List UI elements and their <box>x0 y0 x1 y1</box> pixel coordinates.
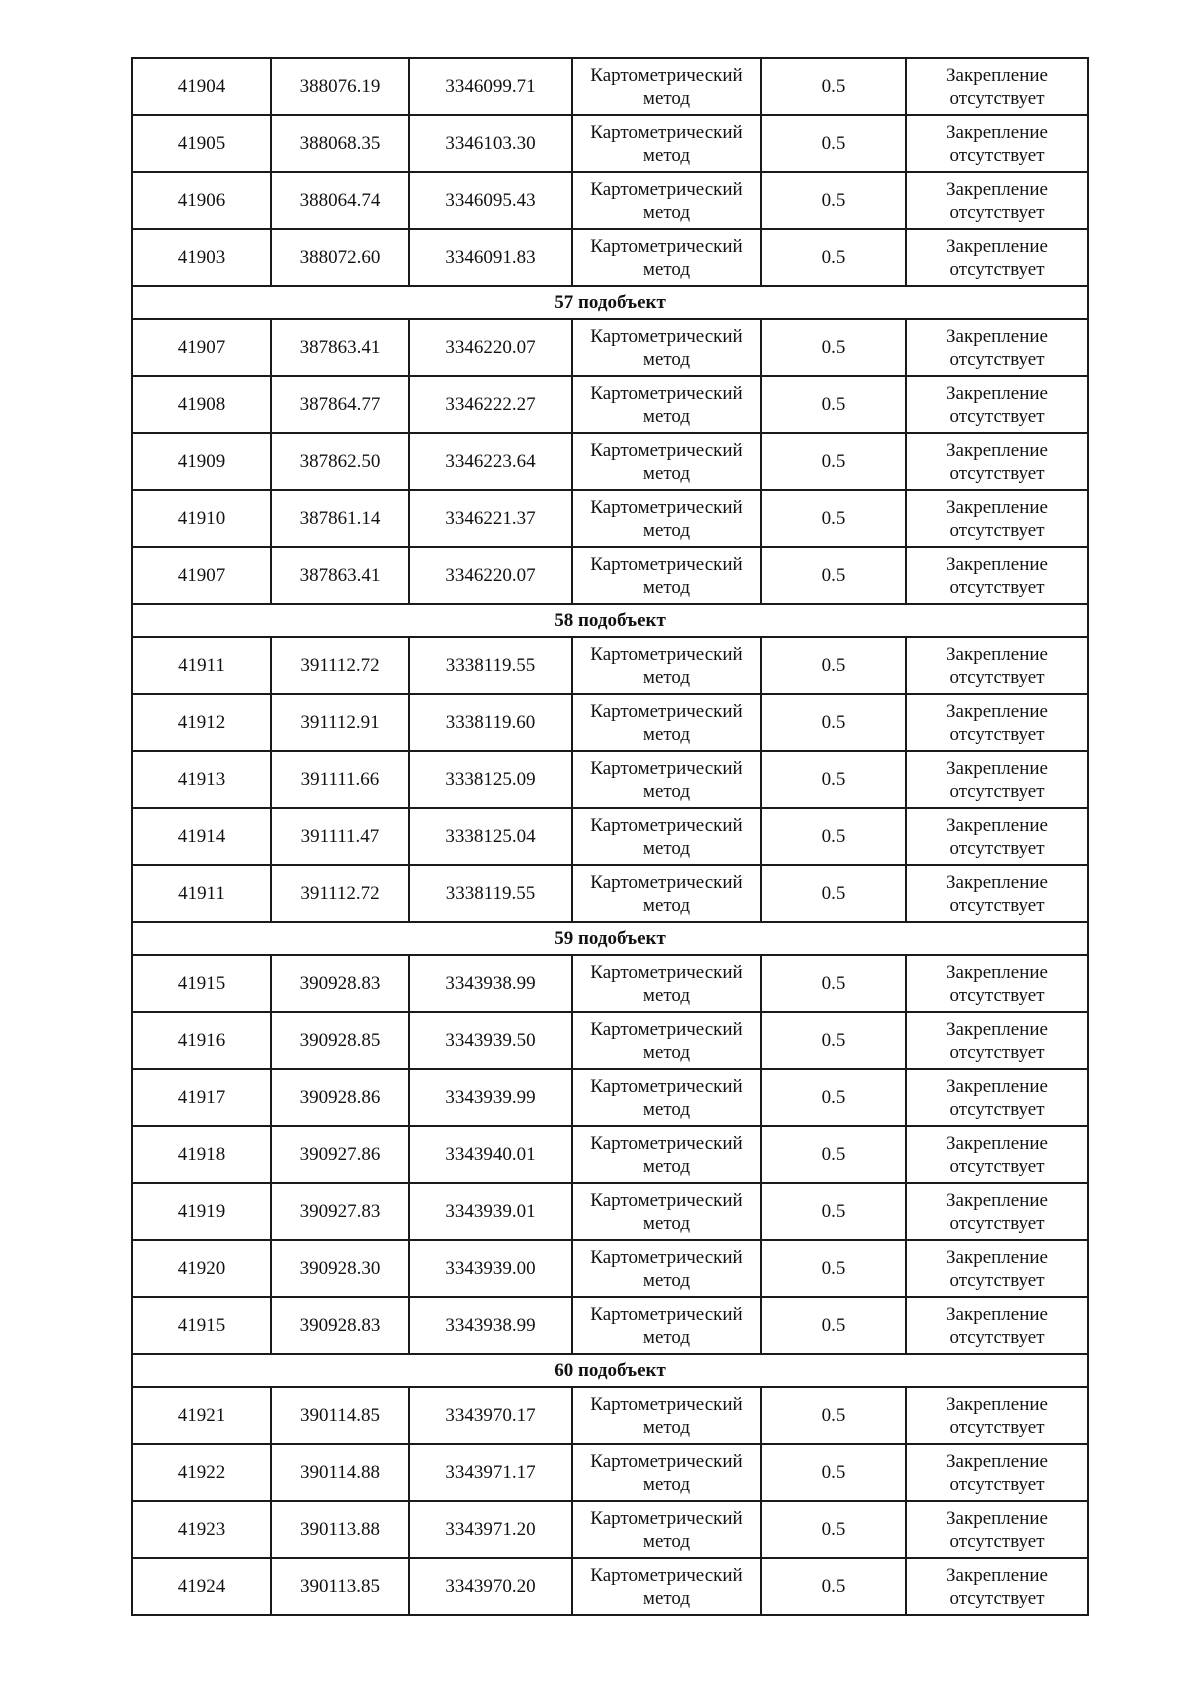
fixing-description-cell: Закрепление отсутствует <box>906 751 1088 808</box>
coordinate-y-cell: 3338119.55 <box>409 865 572 922</box>
coordinate-x-cell: 390928.86 <box>271 1069 409 1126</box>
point-number-cell: 41911 <box>132 865 271 922</box>
accuracy-cell: 0.5 <box>761 319 906 376</box>
accuracy-cell: 0.5 <box>761 1240 906 1297</box>
accuracy-cell: 0.5 <box>761 58 906 115</box>
coordinate-x-cell: 391112.72 <box>271 637 409 694</box>
table-row <box>132 172 1088 229</box>
table-row <box>132 1012 1088 1069</box>
coordinates-table-body <box>132 58 1088 1615</box>
table-row <box>132 865 1088 922</box>
coordinate-y-cell: 3343970.20 <box>409 1558 572 1615</box>
fixing-description-cell: Закрепление отсутствует <box>906 1387 1088 1444</box>
determination-method-cell: Картометрический метод <box>572 637 761 694</box>
accuracy-cell: 0.5 <box>761 547 906 604</box>
fixing-description-cell: Закрепление отсутствует <box>906 955 1088 1012</box>
accuracy-cell: 0.5 <box>761 1126 906 1183</box>
accuracy-cell: 0.5 <box>761 1387 906 1444</box>
table-row <box>132 1126 1088 1183</box>
accuracy-cell: 0.5 <box>761 1444 906 1501</box>
determination-method-cell: Картометрический метод <box>572 808 761 865</box>
determination-method-cell: Картометрический метод <box>572 229 761 286</box>
coordinate-y-cell: 3343938.99 <box>409 955 572 1012</box>
accuracy-cell: 0.5 <box>761 1069 906 1126</box>
determination-method-cell: Картометрический метод <box>572 1558 761 1615</box>
table-row <box>132 229 1088 286</box>
determination-method-cell: Картометрический метод <box>572 1297 761 1354</box>
fixing-description-cell: Закрепление отсутствует <box>906 1126 1088 1183</box>
point-number-cell: 41908 <box>132 376 271 433</box>
fixing-description-cell: Закрепление отсутствует <box>906 115 1088 172</box>
determination-method-cell: Картометрический метод <box>572 1183 761 1240</box>
coordinate-x-cell: 391112.72 <box>271 865 409 922</box>
determination-method-cell: Картометрический метод <box>572 376 761 433</box>
table-row <box>132 319 1088 376</box>
point-number-cell: 41903 <box>132 229 271 286</box>
coordinate-y-cell: 3346095.43 <box>409 172 572 229</box>
coordinate-x-cell: 390927.86 <box>271 1126 409 1183</box>
accuracy-cell: 0.5 <box>761 1501 906 1558</box>
table-row <box>132 1297 1088 1354</box>
fixing-description-cell: Закрепление отсутствует <box>906 1069 1088 1126</box>
table-row <box>132 433 1088 490</box>
determination-method-cell: Картометрический метод <box>572 694 761 751</box>
coordinate-x-cell: 391112.91 <box>271 694 409 751</box>
coordinate-y-cell: 3343971.20 <box>409 1501 572 1558</box>
coordinate-x-cell: 388072.60 <box>271 229 409 286</box>
table-row <box>132 751 1088 808</box>
coordinate-y-cell: 3338125.04 <box>409 808 572 865</box>
point-number-cell: 41905 <box>132 115 271 172</box>
determination-method-cell: Картометрический метод <box>572 1126 761 1183</box>
fixing-description-cell: Закрепление отсутствует <box>906 808 1088 865</box>
coordinate-y-cell: 3338119.60 <box>409 694 572 751</box>
accuracy-cell: 0.5 <box>761 490 906 547</box>
fixing-description-cell: Закрепление отсутствует <box>906 1012 1088 1069</box>
table-row <box>132 1558 1088 1615</box>
determination-method-cell: Картометрический метод <box>572 172 761 229</box>
table-row <box>132 1387 1088 1444</box>
coordinate-y-cell: 3338119.55 <box>409 637 572 694</box>
point-number-cell: 41904 <box>132 58 271 115</box>
coordinate-x-cell: 387862.50 <box>271 433 409 490</box>
fixing-description-cell: Закрепление отсутствует <box>906 1240 1088 1297</box>
accuracy-cell: 0.5 <box>761 1183 906 1240</box>
fixing-description-cell: Закрепление отсутствует <box>906 58 1088 115</box>
determination-method-cell: Картометрический метод <box>572 1240 761 1297</box>
accuracy-cell: 0.5 <box>761 694 906 751</box>
fixing-description-cell: Закрепление отсутствует <box>906 229 1088 286</box>
point-number-cell: 41911 <box>132 637 271 694</box>
coordinate-y-cell: 3346220.07 <box>409 547 572 604</box>
table-row <box>132 547 1088 604</box>
coordinate-x-cell: 388064.74 <box>271 172 409 229</box>
table-row <box>132 1069 1088 1126</box>
fixing-description-cell: Закрепление отсутствует <box>906 1501 1088 1558</box>
point-number-cell: 41907 <box>132 547 271 604</box>
fixing-description-cell: Закрепление отсутствует <box>906 172 1088 229</box>
fixing-description-cell: Закрепление отсутствует <box>906 376 1088 433</box>
section-title: 58 подобъект <box>132 604 1088 637</box>
point-number-cell: 41914 <box>132 808 271 865</box>
table-row <box>132 1240 1088 1297</box>
coordinate-x-cell: 390927.83 <box>271 1183 409 1240</box>
coordinate-x-cell: 387863.41 <box>271 547 409 604</box>
coordinate-x-cell: 391111.66 <box>271 751 409 808</box>
coordinate-y-cell: 3346099.71 <box>409 58 572 115</box>
accuracy-cell: 0.5 <box>761 1297 906 1354</box>
table-row <box>132 637 1088 694</box>
fixing-description-cell: Закрепление отсутствует <box>906 637 1088 694</box>
accuracy-cell: 0.5 <box>761 229 906 286</box>
coordinate-x-cell: 390928.83 <box>271 955 409 1012</box>
coordinate-y-cell: 3343939.99 <box>409 1069 572 1126</box>
coordinate-y-cell: 3346222.27 <box>409 376 572 433</box>
accuracy-cell: 0.5 <box>761 1558 906 1615</box>
section-title: 59 подобъект <box>132 922 1088 955</box>
fixing-description-cell: Закрепление отсутствует <box>906 547 1088 604</box>
coordinate-x-cell: 390928.83 <box>271 1297 409 1354</box>
determination-method-cell: Картометрический метод <box>572 433 761 490</box>
coordinate-y-cell: 3346220.07 <box>409 319 572 376</box>
coordinate-x-cell: 387861.14 <box>271 490 409 547</box>
accuracy-cell: 0.5 <box>761 1012 906 1069</box>
coordinate-x-cell: 390113.88 <box>271 1501 409 1558</box>
table-row <box>132 115 1088 172</box>
point-number-cell: 41915 <box>132 955 271 1012</box>
coordinate-x-cell: 387863.41 <box>271 319 409 376</box>
coordinate-y-cell: 3346221.37 <box>409 490 572 547</box>
point-number-cell: 41917 <box>132 1069 271 1126</box>
fixing-description-cell: Закрепление отсутствует <box>906 1183 1088 1240</box>
coordinate-y-cell: 3343940.01 <box>409 1126 572 1183</box>
coordinate-x-cell: 390928.30 <box>271 1240 409 1297</box>
table-row <box>132 1183 1088 1240</box>
coordinate-y-cell: 3343939.50 <box>409 1012 572 1069</box>
accuracy-cell: 0.5 <box>761 433 906 490</box>
accuracy-cell: 0.5 <box>761 637 906 694</box>
section-header-row <box>132 604 1088 637</box>
determination-method-cell: Картометрический метод <box>572 1387 761 1444</box>
determination-method-cell: Картометрический метод <box>572 1069 761 1126</box>
section-title: 60 подобъект <box>132 1354 1088 1387</box>
accuracy-cell: 0.5 <box>761 115 906 172</box>
section-header-row <box>132 286 1088 319</box>
coordinate-y-cell: 3346103.30 <box>409 115 572 172</box>
determination-method-cell: Картометрический метод <box>572 1501 761 1558</box>
fixing-description-cell: Закрепление отсутствует <box>906 319 1088 376</box>
coordinate-x-cell: 390113.85 <box>271 1558 409 1615</box>
table-row <box>132 376 1088 433</box>
determination-method-cell: Картометрический метод <box>572 955 761 1012</box>
point-number-cell: 41921 <box>132 1387 271 1444</box>
point-number-cell: 41909 <box>132 433 271 490</box>
section-title: 57 подобъект <box>132 286 1088 319</box>
point-number-cell: 41910 <box>132 490 271 547</box>
coordinate-x-cell: 390114.85 <box>271 1387 409 1444</box>
point-number-cell: 41907 <box>132 319 271 376</box>
point-number-cell: 41916 <box>132 1012 271 1069</box>
table-row <box>132 955 1088 1012</box>
point-number-cell: 41923 <box>132 1501 271 1558</box>
determination-method-cell: Картометрический метод <box>572 1444 761 1501</box>
table-row <box>132 694 1088 751</box>
accuracy-cell: 0.5 <box>761 751 906 808</box>
fixing-description-cell: Закрепление отсутствует <box>906 490 1088 547</box>
point-number-cell: 41915 <box>132 1297 271 1354</box>
determination-method-cell: Картометрический метод <box>572 490 761 547</box>
point-number-cell: 41919 <box>132 1183 271 1240</box>
coordinate-y-cell: 3343939.00 <box>409 1240 572 1297</box>
determination-method-cell: Картометрический метод <box>572 1012 761 1069</box>
accuracy-cell: 0.5 <box>761 955 906 1012</box>
coordinate-x-cell: 387864.77 <box>271 376 409 433</box>
accuracy-cell: 0.5 <box>761 376 906 433</box>
coordinate-y-cell: 3343939.01 <box>409 1183 572 1240</box>
determination-method-cell: Картометрический метод <box>572 751 761 808</box>
coordinate-y-cell: 3346091.83 <box>409 229 572 286</box>
determination-method-cell: Картометрический метод <box>572 865 761 922</box>
determination-method-cell: Картометрический метод <box>572 319 761 376</box>
determination-method-cell: Картометрический метод <box>572 58 761 115</box>
fixing-description-cell: Закрепление отсутствует <box>906 1297 1088 1354</box>
coordinate-x-cell: 391111.47 <box>271 808 409 865</box>
point-number-cell: 41912 <box>132 694 271 751</box>
section-header-row <box>132 922 1088 955</box>
table-row <box>132 1444 1088 1501</box>
fixing-description-cell: Закрепление отсутствует <box>906 1558 1088 1615</box>
table-row <box>132 490 1088 547</box>
coordinate-y-cell: 3346223.64 <box>409 433 572 490</box>
point-number-cell: 41920 <box>132 1240 271 1297</box>
point-number-cell: 41913 <box>132 751 271 808</box>
section-header-row <box>132 1354 1088 1387</box>
point-number-cell: 41906 <box>132 172 271 229</box>
determination-method-cell: Картометрический метод <box>572 547 761 604</box>
accuracy-cell: 0.5 <box>761 172 906 229</box>
coordinate-y-cell: 3343970.17 <box>409 1387 572 1444</box>
table-row <box>132 808 1088 865</box>
coordinate-x-cell: 388068.35 <box>271 115 409 172</box>
determination-method-cell: Картометрический метод <box>572 115 761 172</box>
accuracy-cell: 0.5 <box>761 865 906 922</box>
coordinates-table <box>131 57 1089 1616</box>
point-number-cell: 41924 <box>132 1558 271 1615</box>
fixing-description-cell: Закрепление отсутствует <box>906 865 1088 922</box>
fixing-description-cell: Закрепление отсутствует <box>906 433 1088 490</box>
coordinate-y-cell: 3343971.17 <box>409 1444 572 1501</box>
coordinate-y-cell: 3338125.09 <box>409 751 572 808</box>
fixing-description-cell: Закрепление отсутствует <box>906 694 1088 751</box>
coordinate-x-cell: 388076.19 <box>271 58 409 115</box>
coordinate-x-cell: 390928.85 <box>271 1012 409 1069</box>
table-row <box>132 58 1088 115</box>
table-row <box>132 1501 1088 1558</box>
point-number-cell: 41918 <box>132 1126 271 1183</box>
point-number-cell: 41922 <box>132 1444 271 1501</box>
accuracy-cell: 0.5 <box>761 808 906 865</box>
coordinate-y-cell: 3343938.99 <box>409 1297 572 1354</box>
coordinate-x-cell: 390114.88 <box>271 1444 409 1501</box>
fixing-description-cell: Закрепление отсутствует <box>906 1444 1088 1501</box>
